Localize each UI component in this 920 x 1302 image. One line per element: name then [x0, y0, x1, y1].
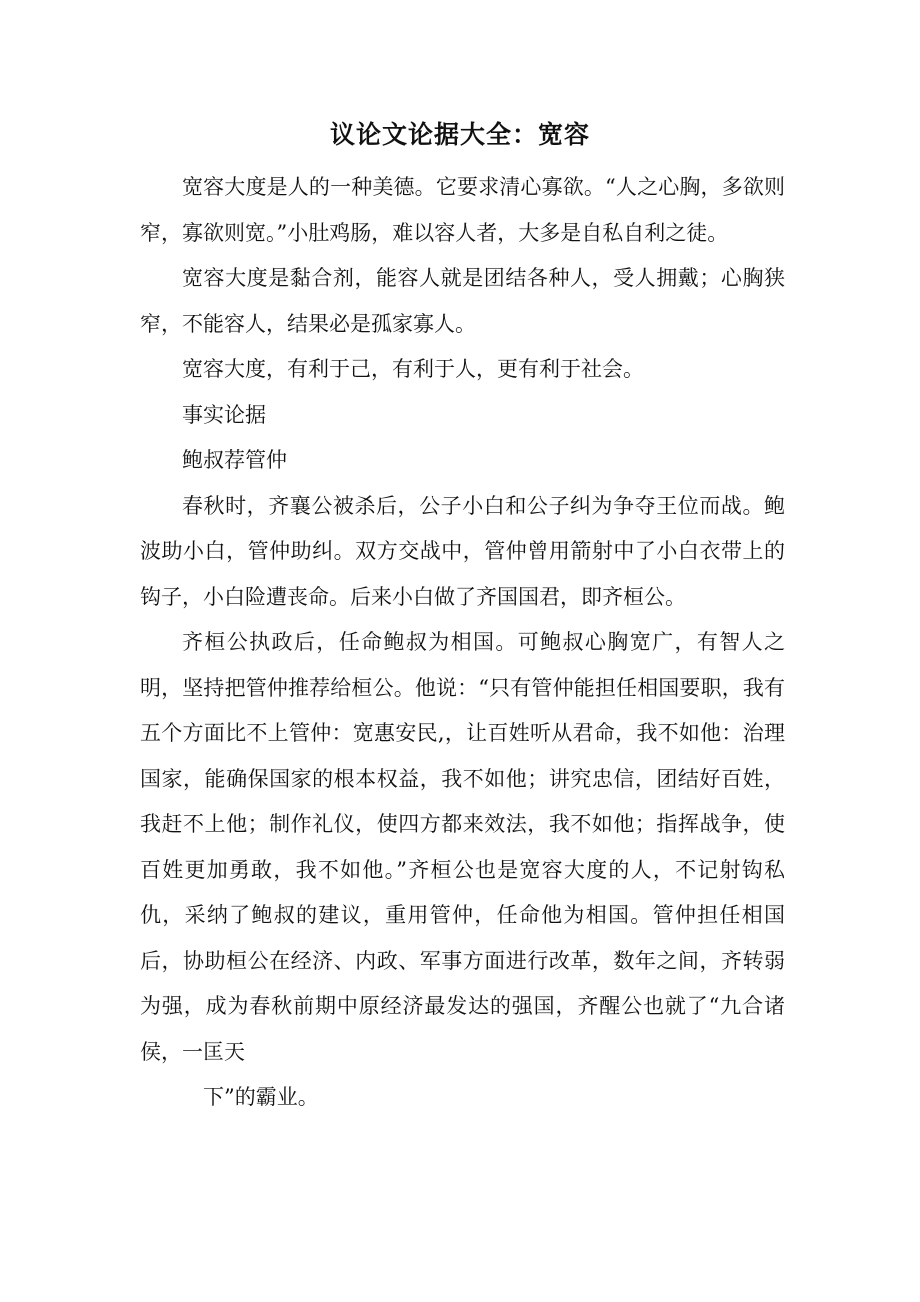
story-heading: 鲍叔荐管仲 [182, 448, 287, 472]
paragraph-intro: 宽容大度是人的一种美德。它要求清心寡欲。“人之心胸，多欲则窄，寡欲则宽。”小肚鸡肠，难以容人者，大多是自私自利之徒。 [140, 175, 785, 245]
section-heading-facts: 事实论据 [182, 402, 266, 427]
document-title: 议论文论据大全：宽容 [329, 120, 590, 149]
paragraph-ending: 下”的霸业。 [203, 1085, 319, 1109]
paragraph-recommendation: 齐桓公执政后，任命鲍叔为相国。可鲍叔心胸宽广，有智人之明，坚持把管仲推荐给桓公。他说：“只有管仲能担任相国要职，我有五个方面比不上管仲：宽惠安民,，让百姓听从君命，我不如他：治理国家，能确保国家的根本权益，我不如他；讲究忠信，团结好百姓，我赶不上他；制作礼仪，使四方都来效法，我不如他；指挥战争，使百姓更加勇敢，我不如他。”齐桓公也是宽容大度的人，不记射钩私仇，采纳了鲍叔的建议，重用管仲，任命他为相国。管仲担任相国后，协助桓公在经济、内政、军事方面进行改革，数年之间，齐转弱为强，成为春秋前期中原经济最发达的强国，齐醒公也就了“九合诸侯，一匡天 [140, 630, 785, 1064]
paragraph-spring-autumn: 春秋时，齐襄公被杀后，公子小白和公子纠为争夺王位而战。鲍波助小白，管仲助纠。双方交战中，管仲曾用箭射中了小白衣带上的钩子，小白险遭丧命。后来小白做了齐国国君，即齐桓公。 [140, 493, 785, 609]
document-body [140, 165, 785, 1121]
paragraph-adhesive: 宽容大度是黏合剂，能容人就是团结各种人，受人拥戴；心胸狭窄，不能容人，结果必是孤家寡人。 [140, 266, 785, 336]
paragraph-benefit: 宽容大度，有利于己，有利于人，更有利于社会。 [182, 357, 644, 381]
